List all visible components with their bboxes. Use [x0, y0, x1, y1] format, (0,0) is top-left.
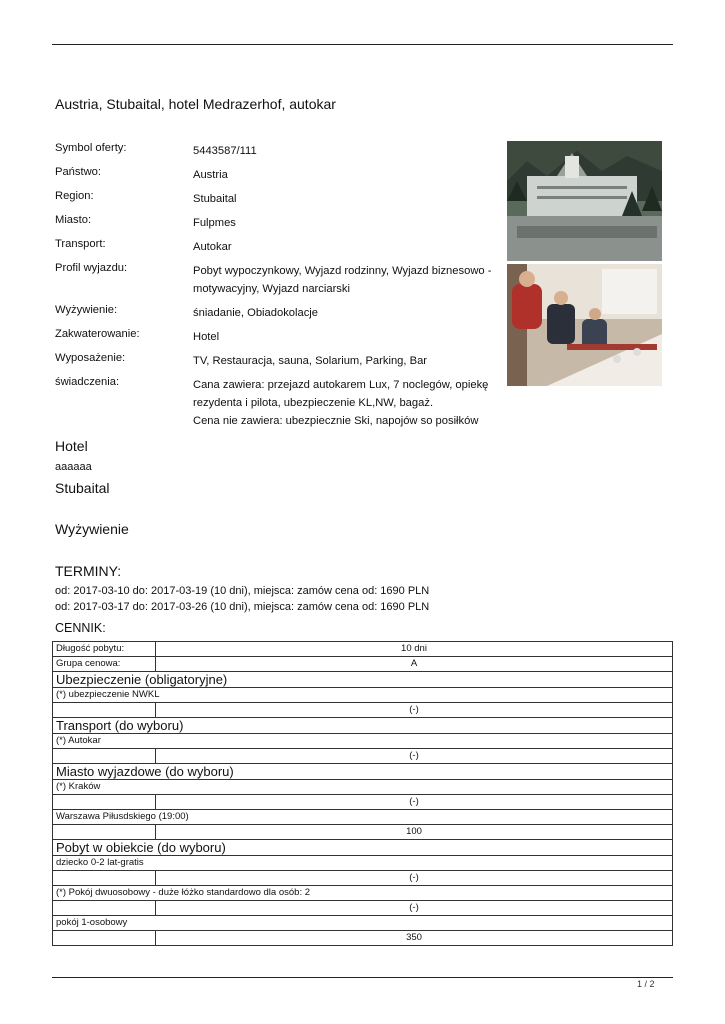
- table-row: [53, 795, 673, 810]
- section-heading: Pobyt w obiekcie (do wyboru): [53, 840, 673, 856]
- item-price: 100: [156, 825, 673, 840]
- item-empty: [53, 795, 156, 810]
- offer-title: Austria, Stubaital, hotel Medrazerhof, autokar: [55, 96, 336, 112]
- item-empty: [53, 871, 156, 886]
- page-number: 1 / 2: [637, 979, 655, 989]
- info-value: [193, 166, 493, 184]
- info-value-line: Austria: [193, 169, 228, 181]
- item-empty: [53, 703, 156, 718]
- table-row: [53, 931, 673, 946]
- table-row: [53, 749, 673, 764]
- info-value: [193, 262, 493, 298]
- item-name: (*) Kraków: [53, 780, 673, 795]
- section-heading: Ubezpieczenie (obligatoryjne): [53, 672, 673, 688]
- info-value-line: Hotel: [193, 331, 220, 343]
- item-price: (-): [156, 749, 673, 764]
- table-row: [53, 901, 673, 916]
- info-value-line: Cena nie zawiera: ubezpiecznie Ski, napojów so posiłków: [193, 415, 479, 427]
- info-value-line: 5443587/111: [193, 145, 257, 157]
- table-row: [53, 840, 673, 856]
- item-empty: [53, 825, 156, 840]
- info-value-line: rezydenta i pilota, ubezpieczenie KL,NW, bagaż.: [193, 397, 434, 409]
- info-value: [193, 376, 493, 430]
- info-value-line: Fulpmes: [193, 217, 236, 229]
- table-row: [53, 703, 673, 718]
- region-heading: Stubaital: [55, 480, 110, 496]
- table-row: [53, 657, 673, 672]
- table-row: [53, 642, 673, 657]
- duration-label: Długość pobytu:: [53, 642, 156, 657]
- item-name: Warszawa Piłusdskiego (19:00): [53, 810, 673, 825]
- table-row: [53, 780, 673, 795]
- table-row: [53, 856, 673, 871]
- hotel-restaurant-photo: [507, 264, 662, 386]
- item-price: (-): [156, 871, 673, 886]
- hotel-text: aaaaaa: [55, 461, 92, 473]
- item-name: pokój 1-osobowy: [53, 916, 673, 931]
- info-value: [193, 304, 493, 322]
- info-value: [193, 190, 493, 208]
- info-row: [55, 190, 493, 208]
- info-row: [55, 376, 493, 430]
- info-label: Wyposażenie:: [55, 352, 126, 364]
- top-rule: [52, 44, 673, 45]
- item-name: dziecko 0-2 lat-gratis: [53, 856, 673, 871]
- item-name: (*) Autokar: [53, 734, 673, 749]
- item-price: (-): [156, 795, 673, 810]
- table-row: [53, 886, 673, 901]
- info-label: Miasto:: [55, 214, 92, 226]
- duration-value: 10 dni: [156, 642, 673, 657]
- info-value-line: śniadanie, Obiadokolacje: [193, 307, 319, 319]
- item-name: (*) Pokój dwuosobowy - duże łóżko standardowo dla osób: 2: [53, 886, 673, 901]
- table-row: [53, 810, 673, 825]
- group-value: A: [156, 657, 673, 672]
- info-value: [193, 214, 493, 232]
- offer-info: [55, 142, 495, 442]
- info-value-line: Cana zawiera: przejazd autokarem Lux, 7 noclegów, opiekę: [193, 379, 489, 391]
- table-row: [53, 825, 673, 840]
- food-heading: Wyżywienie: [55, 521, 129, 537]
- info-value: [193, 352, 493, 370]
- info-row: [55, 166, 493, 184]
- table-row: [53, 672, 673, 688]
- info-label: Region:: [55, 190, 94, 202]
- info-value-line: motywacyjny, Wyjazd narciarski: [193, 283, 350, 295]
- info-row: [55, 352, 493, 370]
- info-label: Symbol oferty:: [55, 142, 127, 154]
- info-value-line: Pobyt wypoczynkowy, Wyjazd rodzinny, Wyjazd biznesowo -: [193, 265, 492, 277]
- info-value-line: Stubaital: [193, 193, 237, 205]
- info-row: [55, 304, 493, 322]
- term-line: od: 2017-03-10 do: 2017-03-19 (10 dni), miejsca: zamów cena od: 1690 PLN: [55, 585, 430, 597]
- hotel-exterior-photo: [507, 141, 662, 261]
- terms-heading: TERMINY:: [55, 563, 122, 579]
- table-row: [53, 734, 673, 749]
- bottom-rule: [52, 977, 673, 978]
- item-name: (*) ubezpieczenie NWKL: [53, 688, 673, 703]
- info-row: [55, 142, 493, 160]
- hotel-heading: Hotel: [55, 438, 88, 454]
- item-empty: [53, 931, 156, 946]
- table-row: [53, 688, 673, 703]
- info-label: świadczenia:: [55, 376, 120, 388]
- info-label: Państwo:: [55, 166, 102, 178]
- info-value: [193, 238, 493, 256]
- table-row: [53, 871, 673, 886]
- pricelist-table: [52, 641, 673, 946]
- group-label: Grupa cenowa:: [53, 657, 156, 672]
- section-heading: Miasto wyjazdowe (do wyboru): [53, 764, 673, 780]
- table-row: [53, 916, 673, 931]
- info-value-line: Autokar: [193, 241, 232, 253]
- term-line: od: 2017-03-17 do: 2017-03-26 (10 dni), miejsca: zamów cena od: 1690 PLN: [55, 601, 430, 613]
- info-row: [55, 262, 493, 298]
- info-label: Wyżywienie:: [55, 304, 118, 316]
- table-row: [53, 718, 673, 734]
- item-price: 350: [156, 931, 673, 946]
- info-label: Zakwaterowanie:: [55, 328, 140, 340]
- table-row: [53, 764, 673, 780]
- info-value: [193, 142, 493, 160]
- info-value: [193, 328, 493, 346]
- info-row: [55, 238, 493, 256]
- item-price: (-): [156, 703, 673, 718]
- item-empty: [53, 749, 156, 764]
- item-price: (-): [156, 901, 673, 916]
- info-row: [55, 328, 493, 346]
- pricelist-heading: CENNIK:: [55, 621, 106, 635]
- info-value-line: TV, Restauracja, sauna, Solarium, Parking, Bar: [193, 355, 428, 367]
- info-row: [55, 214, 493, 232]
- info-label: Profil wyjazdu:: [55, 262, 128, 274]
- section-heading: Transport (do wyboru): [53, 718, 673, 734]
- info-label: Transport:: [55, 238, 106, 250]
- item-empty: [53, 901, 156, 916]
